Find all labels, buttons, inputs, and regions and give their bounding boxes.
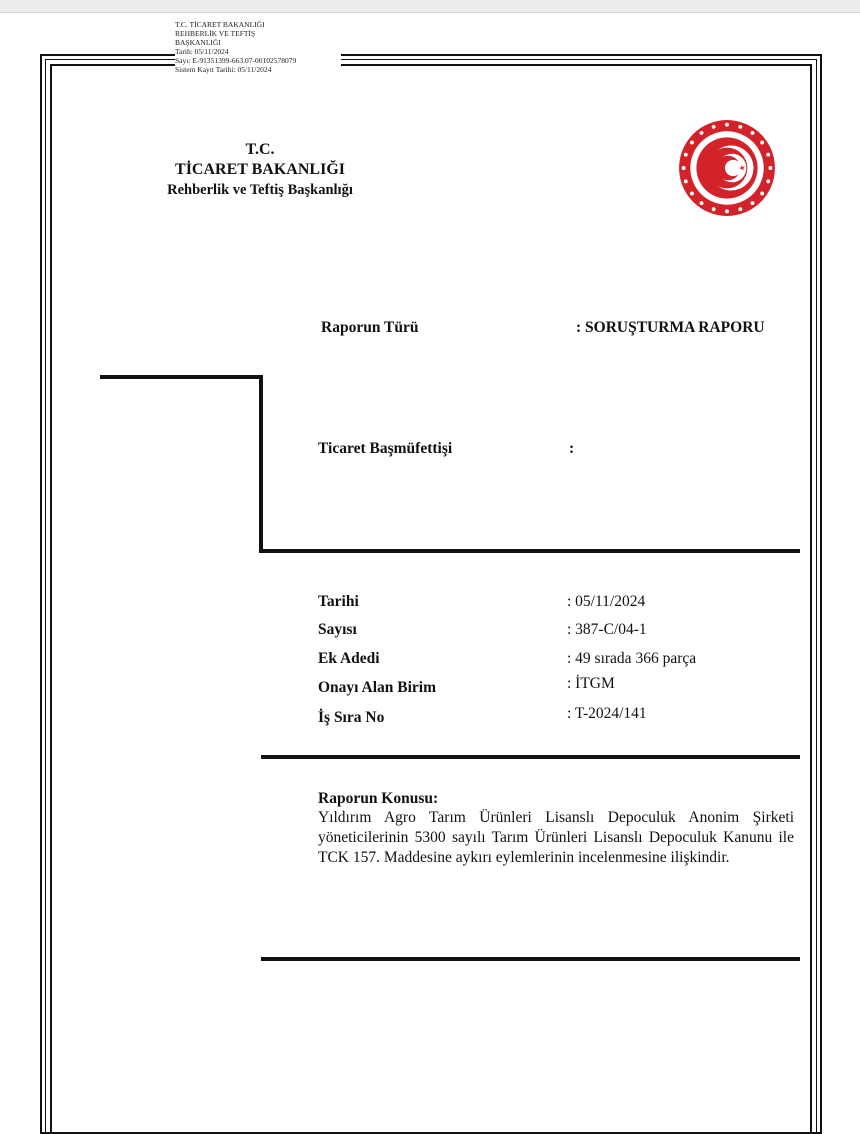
number-value: : 387-C/04-1 — [567, 621, 647, 638]
approving-unit-value: : İTGM — [567, 675, 615, 692]
inspector-value: : — [569, 440, 575, 457]
stamp-date: Tarih: 05/11/2024 — [175, 47, 229, 56]
attachment-count-value: : 49 sırada 366 parça — [567, 650, 697, 667]
divider-after-subject — [261, 957, 800, 961]
header-department: Rehberlik ve Teftiş Başkanlığı — [167, 182, 353, 198]
step-line-top — [100, 375, 263, 379]
registration-stamp — [175, 20, 341, 92]
stamp-number: Sayı: E-91351399-663.07-00102578079 — [175, 56, 297, 65]
stamp-line: REHBERLİK VE TEFTİŞ — [175, 29, 256, 38]
stamp-line: T.C. TİCARET BAKANLIĞI — [175, 20, 265, 29]
step-line-vertical — [259, 375, 263, 553]
date-label: Tarihi — [318, 593, 359, 610]
inspector-label: Ticaret Başmüfettişi — [318, 440, 453, 457]
ministry-header — [140, 140, 380, 200]
approving-unit-label: Onayı Alan Birim — [318, 679, 436, 696]
number-label: Sayısı — [318, 621, 357, 638]
page-border-inner — [50, 64, 812, 1134]
ministry-emblem-logo — [676, 117, 778, 219]
window-top-band — [0, 0, 860, 13]
stamp-line: BAŞKANLIĞI — [175, 38, 221, 47]
divider-after-fields — [261, 755, 800, 759]
report-type-value: : SORUŞTURMA RAPORU — [576, 319, 765, 336]
header-ministry: TİCARET BAKANLIĞI — [175, 161, 345, 178]
header-tc: T.C. — [245, 141, 275, 158]
step-line-bottom — [259, 549, 800, 553]
stamp-system-date: Sistem Kayıt Tarihi: 05/11/2024 — [175, 65, 272, 74]
date-value: : 05/11/2024 — [567, 593, 646, 610]
attachment-count-label: Ek Adedi — [318, 650, 380, 667]
report-subject-text: Yıldırım Agro Tarım Ürünleri Lisanslı Depoculuk Anonim Şirketi yöneticilerinin 5300 sayılı Tarım Ürünleri Lisanslı Depoculuk Kanunu ile TCK 157. Maddesine aykırı eylemlerinin incelenmesine ilişkindir. — [318, 809, 794, 866]
report-type-label: Raporun Türü — [321, 319, 419, 336]
job-sequence-value: : T-2024/141 — [567, 705, 647, 722]
job-sequence-label: İş Sıra No — [318, 709, 385, 726]
report-subject-title: Raporun Konusu: — [318, 790, 439, 807]
